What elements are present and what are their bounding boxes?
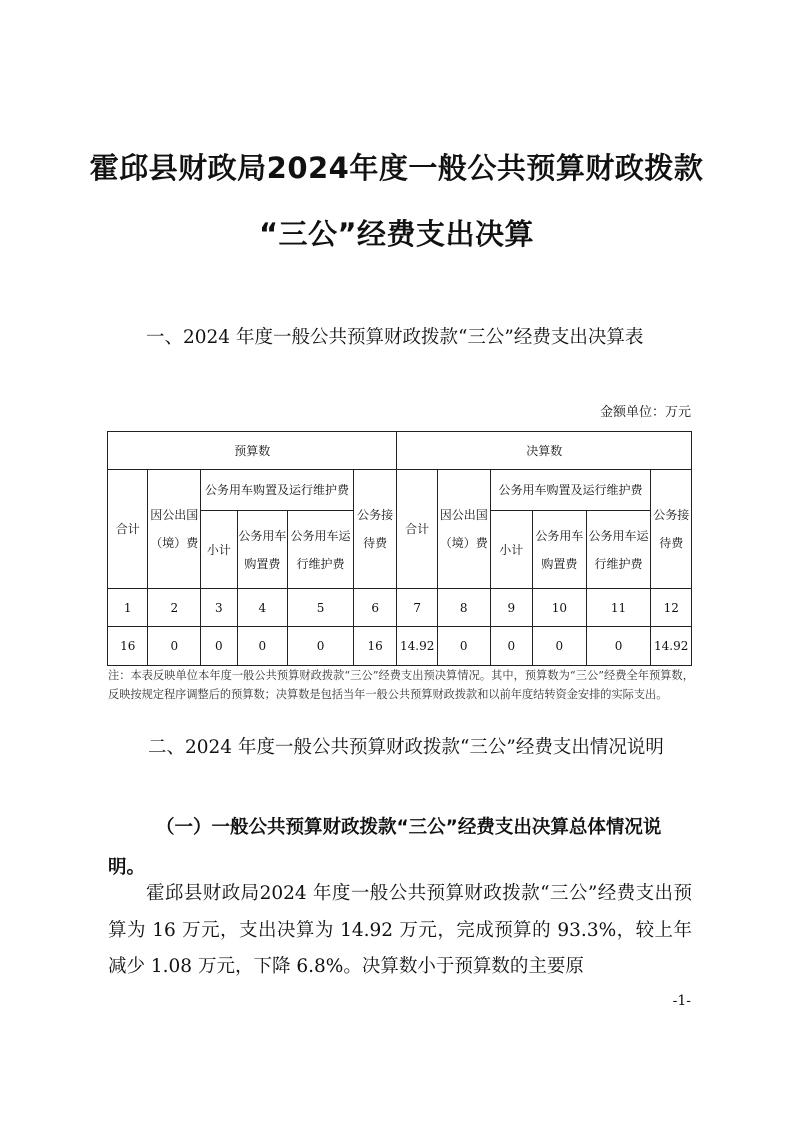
final-reception-header: 公务接待费: [651, 470, 692, 589]
unit-label: 金额单位：万元: [599, 405, 691, 420]
final-total-header: 合计: [397, 470, 437, 589]
value-cell: 0: [201, 627, 237, 666]
table-note: 注：本表反映单位本年度一般公共预算财政拨款“三公”经费支出预决算情况。其中，预算数为“三公”经费全年预算数，反映按规定程序调整后的预算数；决算数是包括当年一般公共预算财政拨款和以前年度结转资金安排的实际支出。: [108, 669, 694, 701]
budget-vehicle-group-header: 公务用车购置及运行维护费: [201, 470, 354, 511]
col-number: 7: [397, 589, 437, 627]
col-number: 2: [148, 589, 201, 627]
value-row: [108, 627, 692, 666]
col-number: 8: [437, 589, 490, 627]
col-number: 5: [288, 589, 354, 627]
col-number: 9: [490, 589, 533, 627]
value-cell: 0: [437, 627, 490, 666]
budget-reception-header: 公务接待费: [353, 470, 397, 589]
col-number: 1: [108, 589, 148, 627]
budget-abroad-header: 因公出国（境）费: [148, 470, 201, 589]
document-title-line2: “三公”经费支出决算: [258, 217, 535, 251]
section1-heading: 一、2024 年度一般公共预算财政拨款“三公”经费支出决算表: [146, 327, 644, 348]
value-cell: 0: [490, 627, 533, 666]
three-public-expense-table: [107, 431, 692, 666]
budget-vehicle-operation-header: 公务用车运行维护费: [288, 511, 354, 589]
final-vehicle-purchase-header: 公务用车购置费: [533, 511, 587, 589]
subsection1-heading: （一）一般公共预算财政拨款“三公”经费支出决算总体情况说明。: [108, 817, 662, 878]
body-paragraph: 霍邱县财政局2024 年度一般公共预算财政拨款“三公”经费支出预算为 16 万元，支出决算为 14.92 万元，完成预算的 93.3%，较上年减少 1.08 万元，下降 6.8%。决算数小于预算数的主要原: [108, 883, 692, 977]
col-number: 4: [237, 589, 288, 627]
final-subtotal-header: 小计: [490, 511, 533, 589]
col-number: 6: [353, 589, 397, 627]
final-group-header: 决算数: [397, 432, 692, 470]
section2-heading: 二、2024 年度一般公共预算财政拨款“三公”经费支出情况说明: [148, 737, 664, 758]
final-vehicle-operation-header: 公务用车运行维护费: [586, 511, 651, 589]
document-title-line1: 霍邱县财政局2024年度一般公共预算财政拨款: [89, 151, 704, 185]
value-cell: 16: [108, 627, 148, 666]
budget-total-header: 合计: [108, 470, 148, 589]
value-cell: 0: [148, 627, 201, 666]
column-number-row: [108, 589, 692, 627]
value-cell: 0: [288, 627, 354, 666]
value-cell: 16: [353, 627, 397, 666]
budget-subtotal-header: 小计: [201, 511, 237, 589]
value-cell: 14.92: [651, 627, 692, 666]
col-number: 10: [533, 589, 587, 627]
final-vehicle-group-header: 公务用车购置及运行维护费: [490, 470, 651, 511]
col-number: 3: [201, 589, 237, 627]
col-number: 12: [651, 589, 692, 627]
budget-group-header: 预算数: [108, 432, 397, 470]
value-cell: 0: [586, 627, 651, 666]
col-number: 11: [586, 589, 651, 627]
page-number: -1-: [672, 993, 691, 1009]
final-abroad-header: 因公出国（境）费: [437, 470, 490, 589]
value-cell: 14.92: [397, 627, 437, 666]
value-cell: 0: [533, 627, 587, 666]
value-cell: 0: [237, 627, 288, 666]
budget-vehicle-purchase-header: 公务用车购置费: [237, 511, 288, 589]
